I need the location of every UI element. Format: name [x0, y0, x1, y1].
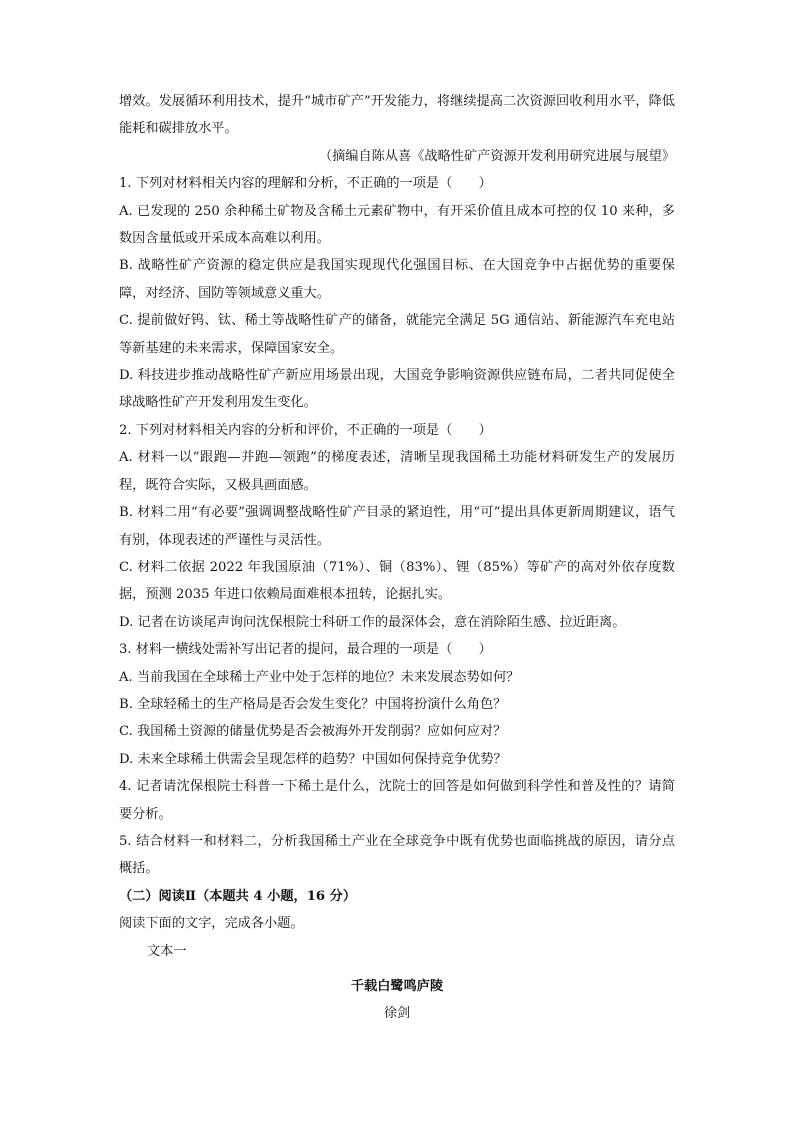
question-1-option-c: C. 提前做好钨、钛、稀土等战略性矿产的储备，就能完全满足 5G 通信站、新能源汽车充电站等新基建的未来需求，保障国家安全。: [119, 313, 675, 356]
text-one-label: 文本一: [147, 943, 187, 959]
question-2: 2. 下列对材料相关内容的分析和评价，不正确的一项是（ ）: [119, 422, 492, 438]
source-citation: （摘编自陈从喜《战略性矿产资源开发利用研究进展与展望》: [318, 148, 675, 164]
question-1-option-b: B. 战略性矿产资源的稳定供应是我国实现现代化强国目标、在大国竞争中占据优势的重要保障，对经济、国防等领域意义重大。: [119, 258, 675, 301]
question-1-option-d: D. 科技进步推动战略性矿产新应用场景出现，大国竞争影响资源供应链布局，二者共同促使全球战略性矿产开发利用发生变化。: [119, 368, 675, 411]
question-2-option-c: C. 材料二依据 2022 年我国原油（71%）、铜（83%）、锂（85%）等矿产的高对外依存度数据，预测 2035 年进口依赖局面难根本扭转，论据扎实。: [119, 559, 675, 603]
question-5: 5. 结合材料一和材料二，分析我国稀土产业在全球竞争中既有优势也面临挑战的原因，请分点概括。: [119, 833, 675, 877]
question-3-option-a: A. 当前我国在全球稀土产业中处于怎样的地位？未来发展态势如何？: [119, 669, 520, 685]
question-3-option-b: B. 全球轻稀土的生产格局是否会发生变化？中国将扮演什么角色？: [119, 696, 507, 712]
question-3: 3. 材料一横线处需补写出记者的提问，最合理的一项是（ ）: [119, 642, 492, 658]
article-author: 徐剑: [383, 1006, 411, 1022]
question-3-option-c: C. 我国稀土资源的储量优势是否会被海外开发削弱？应如何应对？: [119, 724, 507, 740]
question-4: 4. 记者请沈保根院士科普一下稀土是什么，沈院士的回答是如何做到科学性和普及性的？请简要分析。: [119, 779, 675, 822]
question-2-option-a: A. 材料一以“跟跑—并跑—领跑”的梯度表述，清晰呈现我国稀土功能材料研发生产的发展历程，既符合实际，又极具画面感。: [119, 450, 675, 493]
question-2-option-d: D. 记者在访谈尾声询问沈保根院士科研工作的最深体会，意在消除陌生感、拉近距离。: [119, 614, 626, 630]
paragraph-intro: 增效。发展循环利用技术，提升“城市矿产”开发能力，将继续提高二次资源回收利用水平，降低能耗和碳排放水平。: [119, 94, 675, 137]
section-heading-reading-2: （二）阅读Ⅱ（本题共 4 小题，16 分）: [119, 888, 357, 904]
question-3-option-d: D. 未来全球稀土供需会呈现怎样的趋势？中国如何保持竞争优势？: [119, 751, 507, 767]
article-title: 千载白鹭鸣庐陵: [350, 979, 444, 994]
document-page: [119, 88, 675, 1028]
question-2-option-b: B. 材料二用“有必要”强调调整战略性矿产目录的紧迫性，用“可”提出具体更新周期建议，语气有别，体现表述的严谨性与灵活性。: [119, 505, 675, 548]
reading-instruction: 阅读下面的文字，完成各小题。: [119, 916, 304, 932]
question-1: 1. 下列对材料相关内容的理解和分析，不正确的一项是（ ）: [119, 176, 492, 192]
question-1-option-a: A. 已发现的 250 余种稀土矿物及含稀土元素矿物中，有开采价值且成本可控的仅 10 来种，多数因含量低或开采成本高难以利用。: [119, 203, 675, 247]
